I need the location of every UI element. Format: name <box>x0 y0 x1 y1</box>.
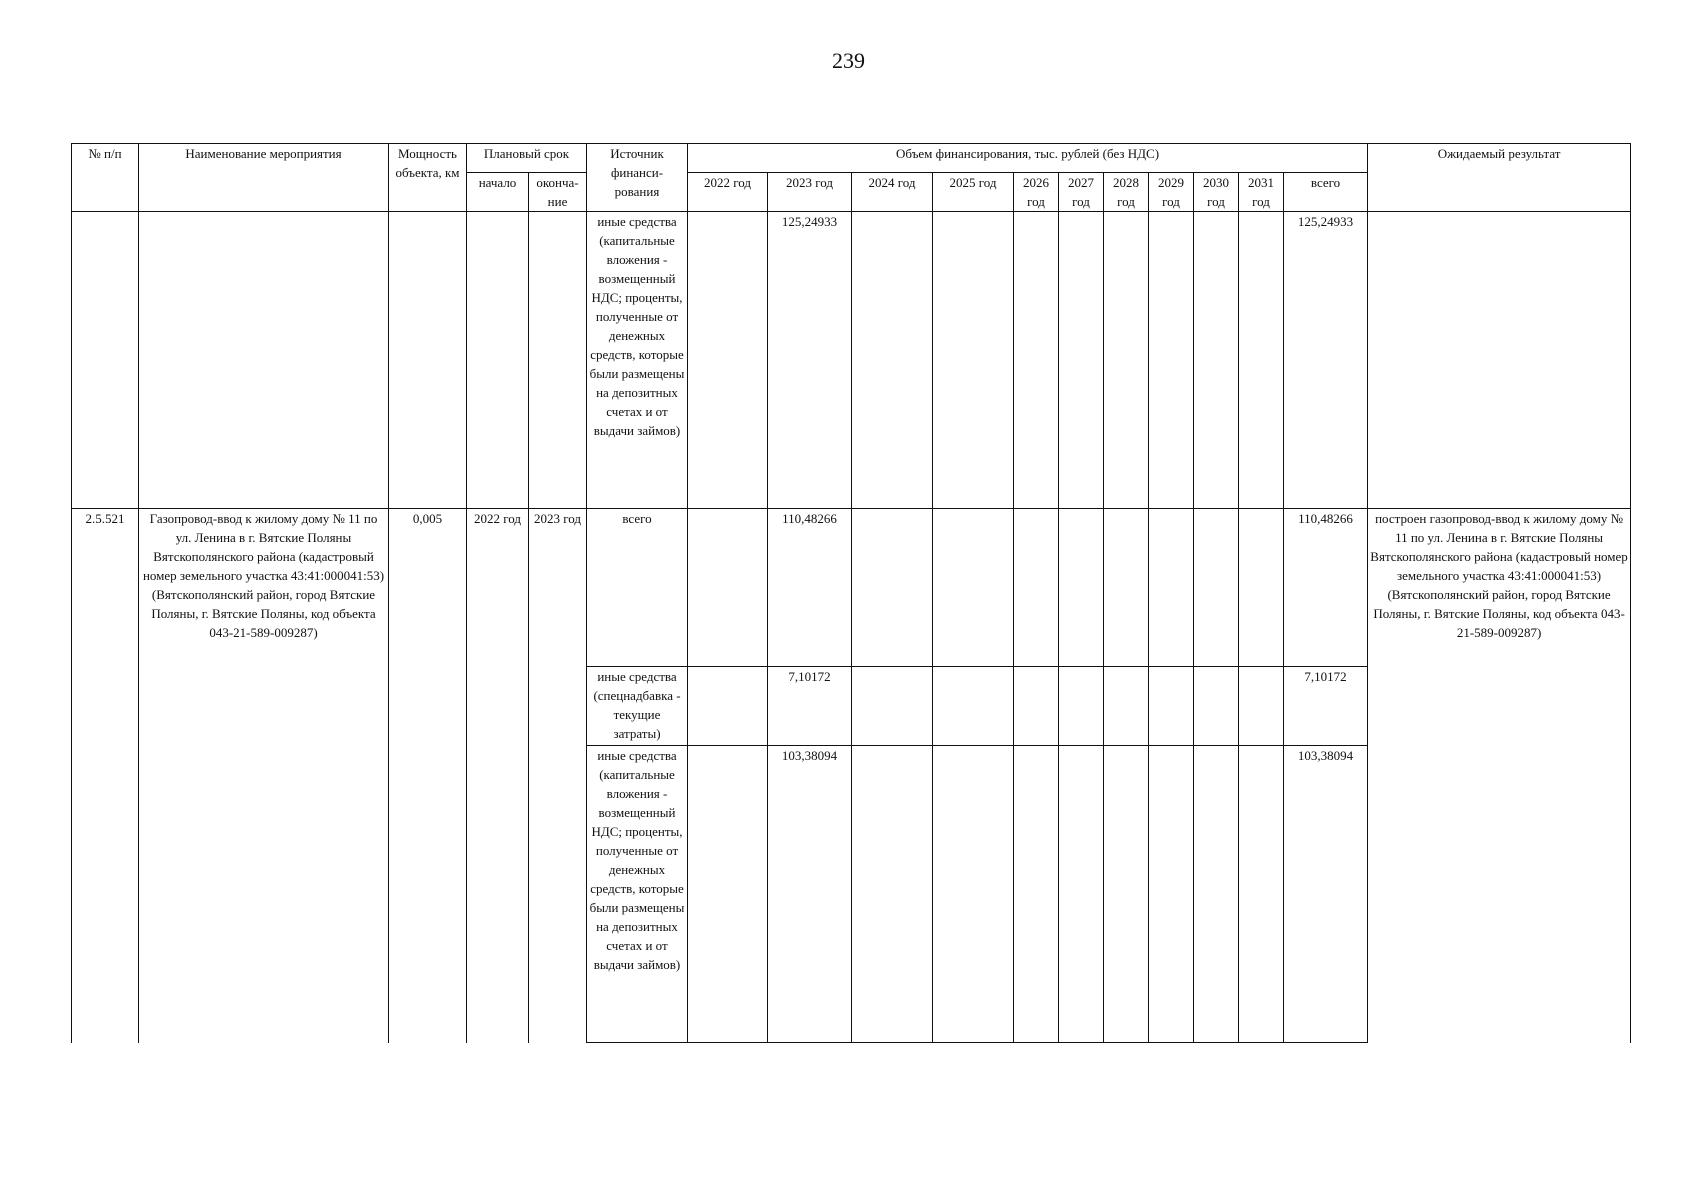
cell-2024 <box>852 667 933 746</box>
cell-2029 <box>1149 746 1194 1043</box>
header-end: оконча-ние <box>529 173 587 212</box>
cell-2022 <box>688 509 768 667</box>
cell-2028 <box>1104 212 1149 509</box>
header-funding: Объем финансирования, тыс. рублей (без НДС) <box>688 144 1368 173</box>
table-row <box>72 212 1631 509</box>
header-name: Наименование мероприятия <box>139 144 389 212</box>
cell-num <box>72 212 139 509</box>
cell-num: 2.5.521 <box>72 509 139 1043</box>
header-source: Источник финанси-рования <box>587 144 688 212</box>
header-year: 2023 год <box>768 173 852 212</box>
cell-2023: 125,24933 <box>768 212 852 509</box>
cell-2028 <box>1104 667 1149 746</box>
cell-2030 <box>1194 509 1239 667</box>
cell-2025 <box>933 212 1014 509</box>
cell-2031 <box>1239 509 1284 667</box>
cell-result <box>1368 212 1631 509</box>
header-year: 2024 год <box>852 173 933 212</box>
cell-2023: 7,10172 <box>768 667 852 746</box>
cell-source: всего <box>587 509 688 667</box>
cell-start <box>467 212 529 509</box>
cell-2024 <box>852 746 933 1043</box>
cell-2030 <box>1194 667 1239 746</box>
cell-end <box>529 212 587 509</box>
header-capacity: Мощность объекта, км <box>389 144 467 212</box>
cell-total: 110,48266 <box>1284 509 1368 667</box>
cell-2023: 103,38094 <box>768 746 852 1043</box>
cell-2030 <box>1194 212 1239 509</box>
header-num: № п/п <box>72 144 139 212</box>
table-row <box>72 509 1631 667</box>
header-year: 2027 год <box>1059 173 1104 212</box>
header-year: 2028 год <box>1104 173 1149 212</box>
header-year: 2022 год <box>688 173 768 212</box>
cell-2026 <box>1014 212 1059 509</box>
cell-2022 <box>688 746 768 1043</box>
financing-table <box>71 143 1631 1043</box>
cell-2027 <box>1059 746 1104 1043</box>
cell-end: 2023 год <box>529 509 587 1043</box>
header-year: 2030 год <box>1194 173 1239 212</box>
header-year: 2025 год <box>933 173 1014 212</box>
cell-2027 <box>1059 667 1104 746</box>
cell-2026 <box>1014 509 1059 667</box>
header-start: начало <box>467 173 529 212</box>
cell-2029 <box>1149 212 1194 509</box>
cell-2028 <box>1104 509 1149 667</box>
cell-2028 <box>1104 746 1149 1043</box>
cell-total: 125,24933 <box>1284 212 1368 509</box>
cell-2027 <box>1059 212 1104 509</box>
header-year: 2031 год <box>1239 173 1284 212</box>
cell-start: 2022 год <box>467 509 529 1043</box>
cell-capacity: 0,005 <box>389 509 467 1043</box>
header-year: 2026 год <box>1014 173 1059 212</box>
header-planned-term: Плановый срок <box>467 144 587 173</box>
cell-2031 <box>1239 746 1284 1043</box>
cell-total: 103,38094 <box>1284 746 1368 1043</box>
cell-2026 <box>1014 746 1059 1043</box>
header-year: 2029 год <box>1149 173 1194 212</box>
cell-2026 <box>1014 667 1059 746</box>
cell-2022 <box>688 212 768 509</box>
cell-2027 <box>1059 509 1104 667</box>
cell-total: 7,10172 <box>1284 667 1368 746</box>
cell-2025 <box>933 667 1014 746</box>
cell-source: иные средства (капитальные вложения - возмещенный НДС; проценты, полученные от денежных средств, которые были размещены на депозитных счетах и от выдачи займов) <box>587 212 688 509</box>
cell-name: Газопровод-ввод к жилому дому № 11 по ул. Ленина в г. Вятские Поляны Вятскополянского района (кадастровый номер земельного участка 43:41:000041:53) (Вятскополянский район, город Вятские Поляны, г. Вятские Поляны, код объекта 043-21-589-009287) <box>139 509 389 1043</box>
header-total: всего <box>1284 173 1368 212</box>
cell-source: иные средства (спецнадбавка - текущие затраты) <box>587 667 688 746</box>
header-result: Ожидаемый результат <box>1368 144 1631 212</box>
cell-2031 <box>1239 667 1284 746</box>
cell-2024 <box>852 212 933 509</box>
cell-result: построен газопровод-ввод к жилому дому № 11 по ул. Ленина в г. Вятские Поляны Вятскополянского района (кадастровый номер земельного участка 43:41:000041:53) (Вятскополянский район, город Вятские Поляны, г. Вятские Поляны, код объекта 043-21-589-009287) <box>1368 509 1631 1043</box>
cell-name <box>139 212 389 509</box>
cell-2025 <box>933 509 1014 667</box>
cell-capacity <box>389 212 467 509</box>
cell-source: иные средства (капитальные вложения - возмещенный НДС; проценты, полученные от денежных средств, которые были размещены на депозитных счетах и от выдачи займов) <box>587 746 688 1043</box>
cell-2023: 110,48266 <box>768 509 852 667</box>
cell-2024 <box>852 509 933 667</box>
cell-2030 <box>1194 746 1239 1043</box>
cell-2022 <box>688 667 768 746</box>
cell-2029 <box>1149 509 1194 667</box>
cell-2029 <box>1149 667 1194 746</box>
cell-2025 <box>933 746 1014 1043</box>
cell-2031 <box>1239 212 1284 509</box>
page-number: 239 <box>832 48 865 73</box>
